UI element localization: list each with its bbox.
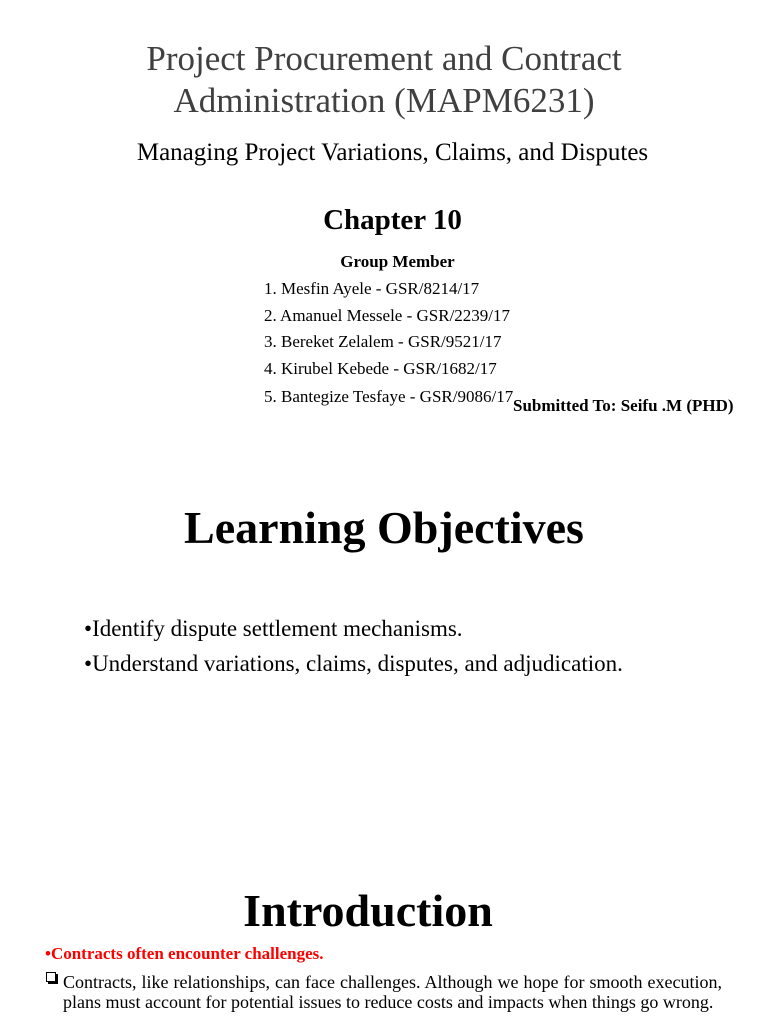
document-title: Project Procurement and Contract Administration (MAPM6231) (146, 39, 622, 120)
introduction-paragraph: Contracts, like relationships, can face challenges. Although we hope for smooth execution, plans must account for potential issues to reduce costs and impacts when things go wrong. (63, 972, 722, 1012)
chapter-label: Chapter 10 (323, 204, 462, 236)
group-member-item: 3. Bereket Zelalem - GSR/9521/17 (264, 332, 502, 351)
group-member-item: 5. Bantegize Tesfaye - GSR/9086/17 (264, 387, 514, 406)
group-member-item: 2. Amanuel Messele - GSR/2239/17 (264, 306, 511, 325)
highlight-bullet: •Contracts often encounter challenges. (45, 944, 324, 963)
bullet-icon: • (84, 616, 93, 641)
document-subtitle: Managing Project Variations, Claims, and Disputes (136, 139, 649, 166)
introduction-heading: Introduction (243, 885, 493, 936)
group-member-item: 1. Mesfin Ayele - GSR/8214/17 (264, 279, 480, 298)
learning-objectives-heading: Learning Objectives (184, 502, 584, 553)
objective-item (84, 651, 623, 677)
group-member-item: 4. Kirubel Kebede - GSR/1682/17 (264, 359, 497, 378)
checkbox-square-icon (46, 972, 56, 982)
objective-item (84, 616, 463, 642)
submitted-to: Submitted To: Seifu .M (PHD) (513, 396, 734, 415)
objective-text: Understand variations, claims, disputes, and adjudication. (92, 651, 623, 676)
bullet-icon: • (84, 651, 93, 676)
group-member-heading: Group Member (340, 252, 455, 271)
objective-text: Identify dispute settlement mechanisms. (92, 616, 463, 641)
